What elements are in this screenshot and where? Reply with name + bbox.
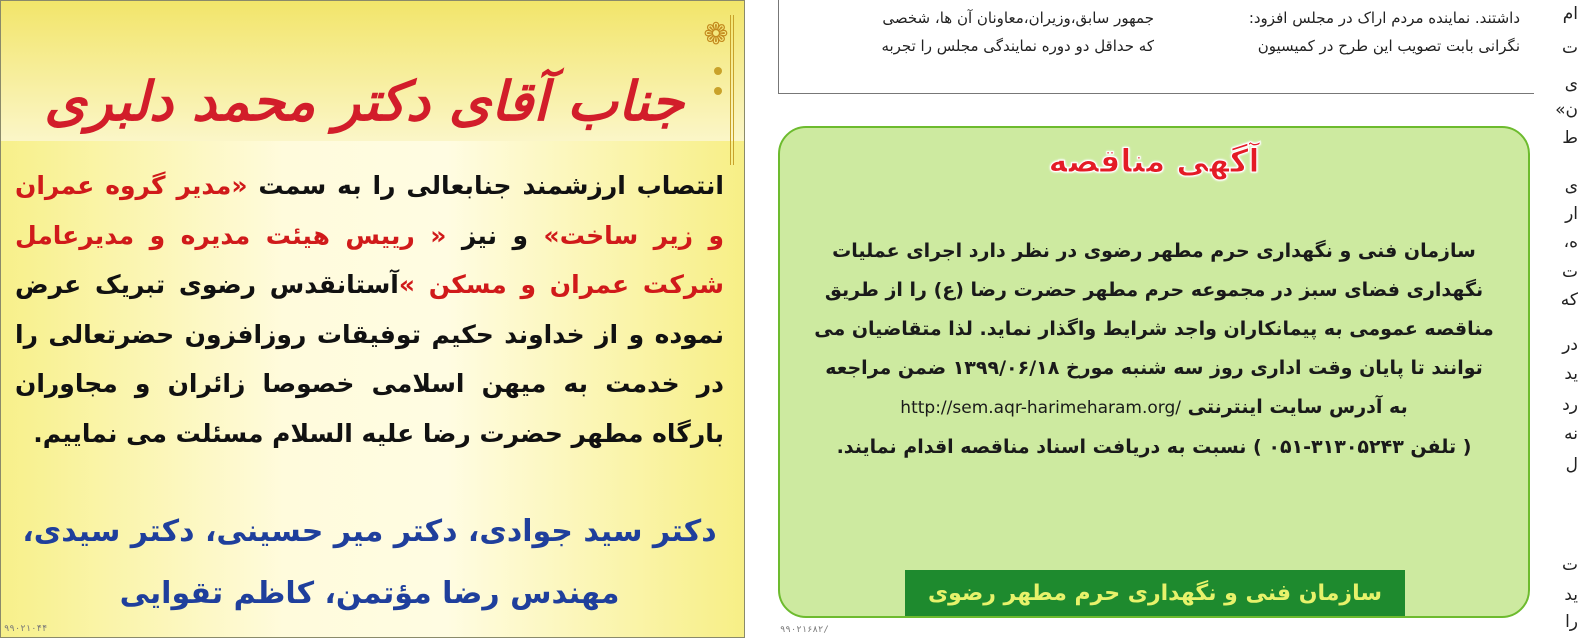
body-text: انتصاب ارزشمند جنابعالی را به سمت (247, 171, 724, 200)
edge-fragment: ید (1564, 585, 1578, 605)
signatories (15, 501, 724, 625)
congratulation-ad (0, 0, 745, 638)
signatories-line: مهندس رضا مؤتمن، کاظم تقوایی (119, 576, 620, 611)
news-column (1249, 4, 1520, 60)
edge-fragment: ی (1564, 176, 1578, 196)
edge-fragment: ل (1565, 455, 1578, 475)
tender-ad (778, 126, 1530, 618)
edge-fragment: ی (1564, 74, 1578, 94)
news-line: جمهور سابق،وزیران،معاونان آن ها، شخصی (882, 9, 1154, 27)
body-text: آستانقدس رضوی تبریک عرض نموده و از خداوند حکیم توفیقات روزافزون حضرتعالی را در خدمت به میهن اسلامی خصوصا زائران و مجاوران بارگاه مطهر حضرت رضا علیه السلام مسئلت می نماییم. (15, 270, 724, 448)
ad-body-text (15, 161, 724, 458)
website-url: http://sem.aqr-harimeharam.org/ (900, 398, 1181, 418)
news-column (881, 4, 1154, 60)
ornament-decoration (696, 15, 734, 165)
edge-fragment: ن» (1555, 100, 1578, 120)
edge-fragment: ت (1561, 262, 1578, 282)
edge-text-column (1540, 0, 1582, 638)
edge-fragment: را (1565, 612, 1578, 632)
edge-fragment: ار (1565, 204, 1578, 224)
ad-title: جناب آقای دکتر محمد دلبری (44, 69, 684, 133)
tender-line: توانند تا پایان وقت اداری روز سه شنبه مورخ ۱۳۹۹/۰۶/۱۸ ضمن مراجعه (825, 357, 1483, 379)
tender-line: سازمان فنی و نگهداری حرم مطهر رضوی در نظر دارد اجرای عملیات (832, 240, 1476, 262)
signatories-line: دکتر سید جوادی، دکتر میر حسینی، دکتر سیدی، (22, 514, 717, 549)
news-line: داشتند. نماینده مردم اراک در مجلس افزود: (1248, 9, 1520, 27)
news-article-fragment (778, 0, 1534, 94)
body-highlight: «مدیر گروه عمران و زیر ساخت» (15, 171, 724, 250)
edge-fragment: در (1562, 335, 1578, 355)
rosette-icon: ❁ (703, 17, 729, 52)
edge-fragment: ط (1562, 128, 1578, 148)
tender-line: مناقصه عمومی به پیمانکاران واجد شرایط واگذار نماید. لذا متقاضیان می (814, 318, 1494, 340)
edge-fragment: ه، (1563, 232, 1578, 252)
ornament-dot (714, 67, 722, 75)
edge-fragment: ت (1561, 555, 1578, 575)
tender-title: آگهی مناقصه (1048, 142, 1260, 180)
organization-banner: سازمان فنی و نگهداری حرم مطهر رضوی (905, 570, 1405, 616)
tender-text: به آدرس سایت اینترنتی (1187, 396, 1408, 418)
ad-code: ۹۹۰۲۱۰۴۴ (4, 624, 48, 634)
edge-fragment: رد (1562, 395, 1578, 415)
edge-fragment: که (1560, 290, 1578, 310)
edge-fragment: ت (1561, 38, 1578, 58)
edge-fragment: نه (1564, 424, 1578, 444)
body-highlight: « رییس هیئت مدیره و مدیرعامل شرکت عمران و مسکن » (15, 220, 724, 299)
tender-line: نگهداری فضای سبز در مجموعه حرم مطهر حضرت رضا (ع) را از طریق (824, 279, 1484, 301)
news-line: نگرانی بابت تصویب این طرح در کمیسیون (1257, 37, 1520, 55)
tender-line (806, 388, 1502, 428)
body-text: و نیز (446, 220, 544, 250)
edge-fragment: ام (1562, 4, 1578, 24)
ornament-dot (714, 87, 722, 95)
edge-fragment: ید (1564, 364, 1578, 384)
tender-body-text (806, 232, 1502, 467)
news-line: که حداقل دو دوره نمایندگی مجلس را تجربه (881, 37, 1154, 55)
tender-code: ۹۹۰۲۱۶۸۲/ (780, 625, 829, 635)
tender-line: ( تلفن ۳۱۳۰۵۲۴۳-۰۵۱ ) نسبت به دریافت اسناد مناقصه اقدام نمایند. (836, 436, 1472, 458)
